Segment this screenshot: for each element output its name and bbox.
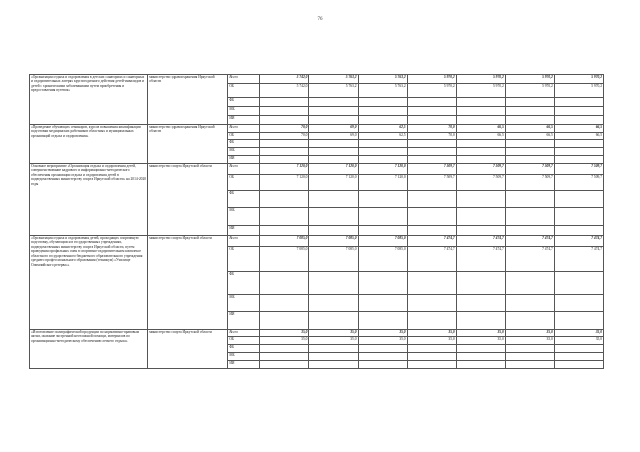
funding-source-label: ФБ [228,272,260,295]
budget-table-body [30,75,604,369]
funding-source-label: ОБ [228,247,260,272]
funding-amount-cell [554,361,603,369]
funding-amount-cell [358,156,407,164]
funding-amount-cell [456,353,505,361]
funding-amount-cell: 7 509,7 [554,164,603,175]
funding-amount-cell [309,107,358,116]
activity-total-row [30,125,604,133]
funding-amount-cell: 7 474,7 [407,247,456,272]
funding-amount-cell [456,295,505,312]
funding-amount-cell [456,116,505,125]
funding-source-label: ОБ [228,175,260,191]
funding-amount-cell: 5 970,2 [505,75,554,84]
funding-amount-cell [505,345,554,353]
funding-amount-cell: 35,0 [309,330,358,337]
funding-amount-cell [456,107,505,116]
funding-amount-cell [358,226,407,236]
funding-source-label: ИИ [228,116,260,125]
funding-amount-cell: 7 474,7 [456,236,505,247]
funding-amount-cell: 35,0 [358,337,407,345]
funding-amount-cell [407,98,456,107]
funding-amount-cell: 7 085,0 [358,247,407,272]
funding-amount-cell [505,353,554,361]
funding-amount-cell [554,295,603,312]
funding-amount-cell [505,208,554,226]
funding-amount-cell [260,98,309,107]
funding-amount-cell: 66,5 [505,125,554,133]
funding-amount-cell [260,345,309,353]
funding-amount-cell: 7 509,7 [456,175,505,191]
funding-amount-cell: 7 120,0 [309,164,358,175]
funding-amount-cell [358,361,407,369]
funding-amount-cell: 5 970,2 [407,84,456,98]
funding-amount-cell [554,148,603,156]
funding-source-label: ФБ [228,140,260,148]
funding-amount-cell: 5 970,2 [456,75,505,84]
funding-amount-cell: 35,0 [456,330,505,337]
funding-amount-cell [505,226,554,236]
funding-source-label: Всего [228,330,260,337]
funding-amount-cell [260,148,309,156]
funding-amount-cell [358,312,407,330]
funding-amount-cell: 62,5 [358,133,407,140]
funding-amount-cell: 5 970,2 [505,84,554,98]
funding-amount-cell [260,353,309,361]
funding-amount-cell: 35,0 [554,337,603,345]
funding-amount-cell: 69,0 [309,133,358,140]
funding-amount-cell: 66,5 [554,133,603,140]
funding-source-label: Всего [228,125,260,133]
funding-amount-cell [554,272,603,295]
funding-amount-cell [260,116,309,125]
funding-amount-cell [309,98,358,107]
funding-amount-cell [309,361,358,369]
funding-amount-cell [456,148,505,156]
funding-source-label: Всего [228,75,260,84]
funding-amount-cell: 7 085,0 [260,236,309,247]
funding-amount-cell: 7 085,0 [260,247,309,272]
funding-amount-cell [554,116,603,125]
funding-amount-cell [260,312,309,330]
funding-amount-cell: 5 742,0 [260,84,309,98]
funding-amount-cell: 7 474,7 [505,247,554,272]
funding-amount-cell: 69,0 [309,125,358,133]
funding-amount-cell [456,272,505,295]
funding-amount-cell [505,140,554,148]
funding-amount-cell [554,140,603,148]
funding-amount-cell [407,148,456,156]
funding-amount-cell [554,226,603,236]
funding-amount-cell [358,140,407,148]
funding-amount-cell: 5 763,2 [358,84,407,98]
funding-amount-cell: 7 509,7 [407,175,456,191]
funding-amount-cell [407,226,456,236]
funding-amount-cell: 7 509,7 [407,164,456,175]
funding-amount-cell [407,191,456,208]
funding-amount-cell: 62,5 [358,125,407,133]
funding-amount-cell [260,156,309,164]
funding-amount-cell: 7 474,7 [505,236,554,247]
funding-amount-cell: 35,0 [260,330,309,337]
funding-amount-cell: 35,0 [358,330,407,337]
funding-amount-cell: 7 085,0 [309,247,358,272]
funding-amount-cell [358,345,407,353]
funding-amount-cell [260,107,309,116]
responsible-executor: министерство спорта Иркутской области [148,164,228,236]
funding-amount-cell [309,116,358,125]
funding-amount-cell [260,272,309,295]
funding-amount-cell [358,107,407,116]
funding-amount-cell [505,98,554,107]
funding-source-label: МБ [228,107,260,116]
funding-amount-cell [407,345,456,353]
funding-amount-cell [358,98,407,107]
funding-source-label: МБ [228,208,260,226]
funding-amount-cell [407,107,456,116]
responsible-executor: министерство спорта Иркутской области [148,236,228,330]
funding-amount-cell: 70,0 [407,133,456,140]
funding-amount-cell [407,361,456,369]
funding-amount-cell [309,156,358,164]
funding-amount-cell: 7 509,7 [554,175,603,191]
funding-source-label: ОБ [228,337,260,345]
funding-amount-cell: 35,0 [456,337,505,345]
responsible-executor: министерство здравоохранения Иркутской области [148,75,228,125]
funding-amount-cell: 35,0 [407,337,456,345]
funding-source-label: Всего [228,236,260,247]
funding-source-label: ОБ [228,84,260,98]
funding-amount-cell: 7 474,7 [554,247,603,272]
funding-amount-cell [407,295,456,312]
funding-amount-cell: 7 120,0 [260,164,309,175]
funding-amount-cell [407,208,456,226]
budget-table [29,74,604,369]
funding-amount-cell [260,226,309,236]
funding-amount-cell: 7 509,7 [505,164,554,175]
funding-source-label: ФБ [228,345,260,353]
funding-amount-cell: 5 742,0 [260,75,309,84]
funding-source-label: ИИ [228,361,260,369]
funding-amount-cell: 35,0 [505,330,554,337]
funding-amount-cell [309,148,358,156]
funding-amount-cell [554,107,603,116]
funding-amount-cell: 7 509,7 [505,175,554,191]
activity-description: «Организация отдыха и оздоровления в детских санаториях и санаторных и оздоровительных лагерях круглогодичного действия детей-инвалидов и детей с хроническими заболеваниями путем приобретения и предоставления путевок» [30,75,148,125]
activity-description: «Проведение обучающих семинаров, курсов повышения квалификации подготовки медицинских работников областных и муниципальных организаций отдыха и оздоровления» [30,125,148,164]
funding-amount-cell [554,345,603,353]
funding-amount-cell [260,191,309,208]
funding-amount-cell: 7 120,0 [358,164,407,175]
funding-amount-cell: 66,5 [554,125,603,133]
funding-amount-cell: 35,0 [407,330,456,337]
funding-amount-cell [505,191,554,208]
activity-description: Основное мероприятие «Организация отдыха и оздоровления детей, совершенствование кадрового и информационно-методического обеспечения организации отдыха и оздоровления детей в подведомственных министерству спорта Иркутской области» на 2014-2020 годы [30,164,148,236]
activity-total-row [30,164,604,175]
funding-amount-cell: 70,0 [407,125,456,133]
funding-amount-cell [309,312,358,330]
funding-amount-cell: 7 474,7 [407,236,456,247]
funding-amount-cell [554,98,603,107]
responsible-executor: министерство здравоохранения Иркутской области [148,125,228,164]
funding-amount-cell: 5 970,2 [407,75,456,84]
responsible-executor: министерство спорта Иркутской области [148,330,228,369]
funding-amount-cell: 7 120,0 [260,175,309,191]
funding-amount-cell: 35,0 [309,337,358,345]
funding-amount-cell [358,148,407,156]
page-number: 76 [317,17,323,22]
funding-amount-cell: 5 763,2 [358,75,407,84]
activity-description: «Организация отдыха и оздоровления детей, проходящих спортивную подготовку, обучающихся в государственных учреждениях, подведомственных министерству спорта Иркутской области, путем проведения профильных смен в спортивно-оздоровительном комплексе областного государственного бюджетного образовательного учреждения среднего профессионального образования (техникум) «Училище Олимпийского резерва»» [30,236,148,330]
funding-amount-cell: 5 970,2 [554,75,603,84]
funding-amount-cell [505,116,554,125]
funding-source-label: МБ [228,353,260,361]
funding-amount-cell [554,156,603,164]
funding-source-label: МБ [228,295,260,312]
funding-amount-cell [456,345,505,353]
funding-amount-cell [505,295,554,312]
funding-amount-cell: 70,0 [260,133,309,140]
funding-amount-cell [407,116,456,125]
funding-source-label: ИИ [228,156,260,164]
funding-amount-cell [358,353,407,361]
funding-amount-cell [358,208,407,226]
funding-amount-cell: 35,0 [554,330,603,337]
funding-source-label: МБ [228,148,260,156]
funding-amount-cell [407,312,456,330]
funding-source-label: ИИ [228,312,260,330]
funding-amount-cell [309,345,358,353]
funding-amount-cell [554,191,603,208]
funding-amount-cell: 70,0 [260,125,309,133]
activity-total-row [30,236,604,247]
funding-amount-cell [456,156,505,164]
activity-description: «Изготовление полиграфической продукции по нормативно-правовым актам, оказание экстренной неотложной помощи, материалов по организационно-методическому обеспечению летнего отдыха» [30,330,148,369]
funding-source-label: ФБ [228,191,260,208]
funding-amount-cell [260,361,309,369]
funding-amount-cell [456,312,505,330]
funding-amount-cell: 5 763,2 [309,75,358,84]
funding-amount-cell [260,140,309,148]
funding-amount-cell [358,295,407,312]
funding-amount-cell [554,353,603,361]
funding-source-label: ФБ [228,98,260,107]
funding-amount-cell [456,140,505,148]
funding-amount-cell [505,107,554,116]
funding-amount-cell: 7 474,7 [456,247,505,272]
funding-amount-cell [407,353,456,361]
funding-amount-cell [505,361,554,369]
funding-amount-cell [554,312,603,330]
funding-amount-cell [554,208,603,226]
funding-amount-cell [456,208,505,226]
funding-source-label: ОБ [228,133,260,140]
funding-amount-cell [505,148,554,156]
funding-amount-cell: 7 085,0 [309,236,358,247]
funding-amount-cell: 5 970,2 [554,84,603,98]
funding-amount-cell [358,116,407,125]
funding-amount-cell [260,295,309,312]
funding-amount-cell [456,226,505,236]
funding-amount-cell [505,156,554,164]
funding-amount-cell [309,295,358,312]
funding-amount-cell [309,191,358,208]
funding-amount-cell: 7 120,0 [358,175,407,191]
funding-amount-cell [505,272,554,295]
funding-amount-cell: 35,0 [505,337,554,345]
funding-amount-cell [358,191,407,208]
funding-amount-cell [358,272,407,295]
funding-amount-cell [456,361,505,369]
funding-amount-cell [407,140,456,148]
funding-amount-cell: 7 120,0 [309,175,358,191]
funding-amount-cell: 66,5 [505,133,554,140]
funding-amount-cell: 35,0 [260,337,309,345]
funding-amount-cell: 5 763,2 [309,84,358,98]
funding-amount-cell: 66,5 [456,125,505,133]
funding-amount-cell [456,191,505,208]
activity-total-row [30,75,604,84]
funding-amount-cell [505,312,554,330]
funding-amount-cell [309,353,358,361]
funding-amount-cell: 7 474,7 [554,236,603,247]
funding-source-label: ИИ [228,226,260,236]
funding-amount-cell [407,272,456,295]
funding-amount-cell [309,272,358,295]
funding-amount-cell: 66,5 [456,133,505,140]
activity-total-row [30,330,604,337]
funding-amount-cell [407,156,456,164]
funding-amount-cell [260,208,309,226]
funding-amount-cell: 7 509,7 [456,164,505,175]
funding-amount-cell [309,140,358,148]
funding-amount-cell: 5 970,2 [456,84,505,98]
funding-source-label: Всего [228,164,260,175]
funding-amount-cell [309,208,358,226]
funding-amount-cell [456,98,505,107]
funding-amount-cell: 7 085,0 [358,236,407,247]
funding-amount-cell [309,226,358,236]
